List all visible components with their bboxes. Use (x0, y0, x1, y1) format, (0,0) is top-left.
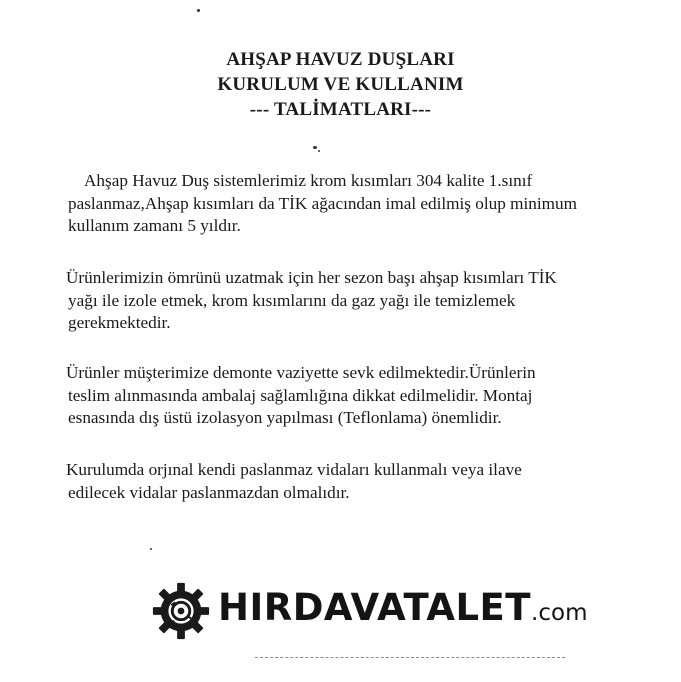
title-line-2: KURULUM VE KULLANIM (217, 74, 464, 95)
footer-divider (255, 657, 565, 659)
gear-icon (150, 580, 212, 642)
paragraph-line: yağı ile izole etmek, krom kısımlarını da gaz yağı ile temizlemek (68, 290, 516, 310)
paragraph-line: paslanmaz,Ahşap kısımları da TİK ağacından imal edilmiş olup minimum (68, 193, 577, 213)
paragraph-4 (0, 459, 681, 504)
paragraph-1 (0, 170, 681, 238)
paragraph-line: esnasında dış üstü izolasyon yapılması (Teflonlama) önemlidir. (68, 408, 502, 427)
paragraph-line: kullanım zamanı 5 yıldır. (68, 216, 241, 235)
paragraph-line: teslim alınmasında ambalaj sağlamlığına dikkat edilmelidir. Montaj (68, 385, 533, 405)
title-line-1: AHŞAP HAVUZ DUŞLARI (226, 49, 455, 70)
title-line-3: --- TALİMATLARI--- (249, 99, 432, 120)
scan-speck (313, 146, 317, 149)
logo-brand: HIRDAVATALET (218, 586, 532, 629)
paragraph-line: edilecek vidalar paslanmazdan olmalıdır. (68, 482, 350, 502)
scan-speck (197, 9, 200, 12)
scan-speck (150, 548, 152, 550)
paragraph-line: gerekmektedir. (68, 313, 171, 332)
paragraph-line: Ürünler müşterimize demonte vaziyette sevk edilmektedir.Ürünlerin (66, 363, 536, 382)
paragraph-3 (0, 362, 681, 430)
paragraph-2 (0, 267, 681, 335)
logo-suffix: .com (531, 600, 588, 626)
paragraph-line: Ürünlerimizin ömrünü uzatmak için her sezon başı ahşap kısımları TİK (66, 268, 557, 287)
paragraph-line: Kurulumda orjınal kendi paslanmaz vidaları kullanmalı veya ilave (66, 460, 522, 479)
scan-speck (318, 150, 320, 152)
paragraph-line: Ahşap Havuz Duş sistemlerimiz krom kısımları 304 kalite 1.sınıf (84, 171, 533, 190)
brand-logo (148, 580, 588, 650)
logo-wordmark (218, 586, 587, 635)
